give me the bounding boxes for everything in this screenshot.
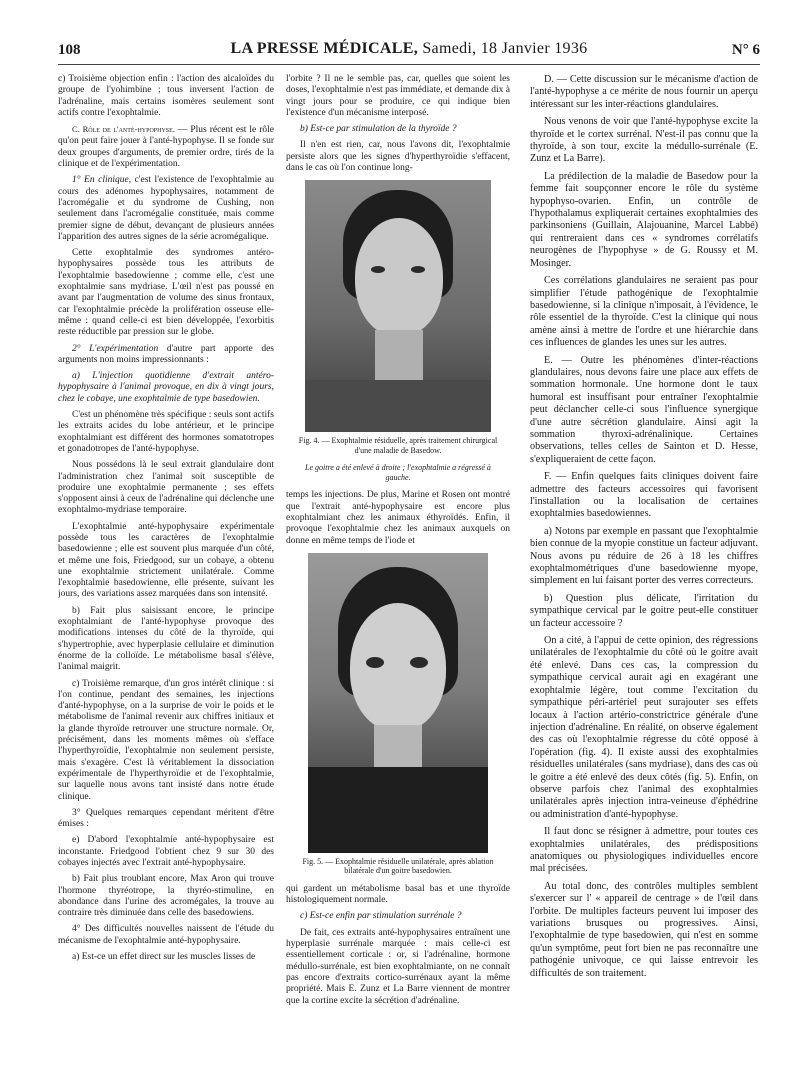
column-middle: [286, 74, 510, 1074]
paragraph: 3° Quelques remarques cependant méritent d'être émises :: [58, 807, 274, 830]
paragraph: c) Troisième remarque, d'un gros intérêt clinique : si l'on continue, pendant des semaines, les injections d'anté-hypophyse, on a la surprise de voir le poids et le métabolisme de l'animal revenir aux chiffres initiaux et la glande thyroïde retrouver une structure normale. Or, précisément, dans les moments mêmes où s'efface l'hyperthyroïdie, l'exophtalmie non seulement persiste, mais s'exagère. C'est là véritablement la dissociation expérimentale de l'hyperthyroïdie et de l'exophtalmie, sur laquelle nous avons tant insisté dans notre étude clinique.: [58, 678, 274, 802]
paragraph: Ces corrélations glandulaires ne seraient pas pour simplifier l'étude pathogénique de l'exophtalmie basedowienne, si la clinique n'imposait, à l'évidence, le rôle essentiel de la thyroïde. C'est la clinique qui nous amène ainsi à mettre de l'ordre et une hiérarchie dans ces influences de glandes les unes sur les autres.: [530, 275, 758, 349]
paragraph: b) Fait plus troublant encore, Max Aron qui trouve l'hormone thyréotrope, la thyréo-stimuline, en abondance dans l'urine des acromégales, la trouve au contraire très diminuée dans celle des basedowiens.: [58, 874, 274, 919]
paragraph-label: 1° En clinique,: [72, 175, 132, 186]
page-header: [58, 40, 760, 65]
issue-date: Samedi, 18 Janvier 1936: [422, 40, 588, 57]
figure-4: [286, 180, 510, 482]
paragraph: Nous venons de voir que l'anté-hypophyse excite la thyroïde et le cortex surrénal. N'est-il pas connu que la thyroïde, à son tour, excite la médullo-surrénale (E. Zunz et La Barre).: [530, 116, 758, 165]
paragraph: e) D'abord l'exophtalmie anté-hypophysaire est inconstante. Friedgood l'obtient chez 9 sur 30 des cobayes injectés avec l'extrait anté-hypophysaire.: [58, 835, 274, 868]
dress-shape: [308, 767, 488, 853]
paragraph: a) Est-ce un effet direct sur les muscles lisses de: [72, 952, 256, 963]
paragraph: 4° Des difficultés nouvelles naissent de l'étude du mécanisme de l'exophtalmie anté-hypophysaire.: [58, 924, 274, 946]
eye-shape: [366, 657, 384, 668]
paragraph-label: 2° L'expérimentation: [72, 343, 159, 354]
paragraph: qui gardent un métabolisme basal bas et une thyroïde histologiquement normale.: [286, 883, 510, 906]
paragraph: Au total donc, des contrôles multiples semblent s'exercer sur l' « appareil de centrage » de l'œil dans l'orbite. De multiples facteurs peuvent lui imposer des variations brusques ou progressives. Ainsi, l'exophtalmie de type basedowien, qui n'est en somme qu'un symptôme, peut fort bien ne pas reconnaître une pathogénie univoque, ce qui laisse entrevoir les difficultés de son traitement.: [530, 880, 758, 979]
paragraph: a) L'injection quotidienne d'extrait antéro-hypophysaire à l'animal provoque, en dix à vingt jours, chez le cobaye, une exophtalmie de type basedowien.: [58, 371, 274, 404]
paragraph: b) Question plus délicate, l'irritation du sympathique cervical par le goitre peut-elle constituer un facteur accessoire ?: [530, 592, 758, 629]
paragraph: Nous possédons là le seul extrait glandulaire dont l'administration chez l'animal soit susceptible de produire une exophtalmie permanente ; ses effets s'opposent ainsi à ceux de l'adrénaline qui déclenche une exophtalmo-mydriase temporaire.: [58, 460, 274, 516]
paragraph: E. — Outre les phénomènes d'inter-réactions glandulaires, nous devons faire une place aux effets de sommation hormonale. Une hormone dont le taux humoral est insuffisant pour entraîner l'exophtalmie peut déclancher celle-ci sous l'influence synergique d'une autre sécrétion glandulaire. Ainsi agit la sommation thyroxi-adrénalinique. Certaines observations, telles celles de Sainton et D. Hesse, s'expliqueraient de cette façon.: [530, 354, 758, 465]
face-shape: [355, 218, 443, 336]
figure-4-caption-note: Le goitre a été enlevé à droite ; l'exophtalmie a régressé à gauche.: [305, 463, 491, 482]
column-left: [58, 74, 274, 1074]
paragraph-text: — Plus récent est le rôle qu'on peut faire jouer à l'anté-hypophyse. Il se fonde sur deux groupes d'arguments, de premier ordre, tirés de la clinique et de l'expérimentation.: [58, 125, 274, 170]
paragraph: b) Fait plus saisissant encore, le principe exophtalmiant de l'anté-hypophyse provoque des modifications intenses du côté de la thyroïde, qui s'hypertrophie, avec hyperplasie cellulaire et diminution énorme de la colloïde. Le métabolisme basal s'élève, l'animal maigrit.: [58, 605, 274, 673]
paragraph: c) Est-ce enfin par stimulation surrénale ?: [300, 911, 462, 922]
eye-shape: [410, 657, 428, 668]
paragraph: l'orbite ? Il ne le semble pas, car, quelles que soient les doses, l'exophtalmie n'est pas immédiate, et demande dix à vingt jours pour se produire, ce qui indique bien l'existence d'un mécanisme interposé.: [286, 74, 510, 118]
journal-title-line: [58, 40, 760, 58]
paragraph: De fait, ces extraits anté-hypophysaires entraînent une hyperplasie surrénale marquée : mais celle-ci est essentiellement corticale : or, si l'adrénaline, hormone médullo-surrénale, est bien exophtalmiante, on ne connaît pas encore d'extraits cortico-surrénaux ayant la même propriété. Mais E. Zunz et La Barre viennent de montrer que la cortine excite la sécrétion d'adrénaline.: [286, 927, 510, 1006]
paragraph: temps les injections. De plus, Marine et Rosen ont montré que l'extrait anté-hypophysaire est encore plus exophtalmiant chez les animaux éthyroïdés. Enfin, il provoque l'exophtalmie chez les animaux auxquels on donne en même temps de l'iode et: [286, 490, 510, 546]
paragraph: c) Troisième objection enfin : l'action des alcaloïdes du groupe de l'yohimbine ; tous inversent l'action de l'adrénaline, mais certains isomères seulement sont actifs contre l'exophtalmie.: [58, 74, 274, 118]
paragraph: F. — Enfin quelques faits cliniques doivent faire admettre des facteurs accessoires qui favorisent l'installation ou la localisation de certaines exophtalmies basedowiennes.: [530, 471, 758, 520]
page-number: 108: [58, 42, 81, 58]
paragraph: Il faut donc se résigner à admettre, pour toutes ces exophtalmies unilatérales, des prédispositions anatomiques ou physiologiques individuelles encore mal précisées.: [530, 826, 758, 875]
paragraph-text: c'est l'existence de l'exophtalmie au cours des adénomes hypophysaires, notamment de l'acromégalie et du syndrome de Cushing, non seulement dans l'acromégalie constituée, mais comme premier signe de début, devançant de plusieurs années l'apparition des autres signes de la série acromégalique.: [58, 175, 274, 242]
paragraph: D. — Cette discussion sur le mécanisme d'action de l'anté-hypophyse a ce mérite de nous fournir un aperçu intéressant sur les inter-réactions glandulaires.: [530, 74, 758, 110]
shoulders-shape: [305, 380, 491, 432]
figure-4-caption: Fig. 4. — Exophtalmie résiduelle, après traitement chirurgical d'une maladie de Basedow.: [298, 436, 498, 455]
paragraph: L'exophtalmie anté-hypophysaire expérimentale possède tous les caractères de l'exophtalmie basedowienne ; elle est souvent plus marquée d'un côté, et même une fois, Friedgood, sur un cobaye, a obtenu une exophtalmie strictement unilatérale. Comme l'exophtalmie basedowienne, elle présente, suivant les jours, des variations assez marquées dans son intensité.: [58, 521, 274, 600]
paragraph: a) Notons par exemple en passant que l'exophtalmie bien connue de la myopie constitue un facteur adjuvant. Nous avons pu réduire de 26 à 18 les chiffres exophtalmométriques d'une basedowienne myope, simplement en lui faisant porter des verres correcteurs.: [530, 525, 758, 587]
figure-4-photo: [305, 180, 491, 432]
section-heading: C. Rôle de l'anté-hypophyse.: [72, 124, 175, 135]
paragraph: On a cité, à l'appui de cette opinion, des régressions unilatérales de l'exophtalmie du côté où le goitre avait été enlevé. Dans ces cas, la compression du sympathique cervical aurait agi en exagérant une exophtalmie légère, tout comme l'excitation du sympathique péri-artériel peut surajouter ses effets locaux à l'action artério-constrictrice générale d'une injection d'adrénaline. En réalité, on observe également des cas où l'exophtalmie régresse du côté opposé à l'opération (fig. 4). Il existe aussi des exophtalmies résiduelles unilatérales (sans mydriase), dans des cas où le goitre a été enlevé des deux côtés (fig. 5). Enfin, on observe parfois chez l'animal des exophtalmies unilatérales après injection intra-veineuse d'éphédrine ou administration d'anté-hypophyse.: [530, 635, 758, 820]
column-right: [530, 74, 758, 1074]
paragraph: La prédilection de la maladie de Basedow pour la femme fait soupçonner encore le rôle du système hypophyso-ovarien. Enfin, un contrôle de l'hypothalamus expliquerait certaines exophtalmies des parkinsoniens (Guillain, Alajouanine, Marcel Labbé) qui rentreraient dans ces « syndromes corrélatifs neurogènes de l'hypophyse » de G. Roussy et M. Mosinger.: [530, 170, 758, 269]
paragraph-text: d'autre part apporte des arguments non moins impressionnants :: [58, 343, 274, 365]
section-c: [58, 124, 274, 170]
paragraph: b) Est-ce par stimulation de la thyroïde ?: [300, 124, 457, 135]
issue-number: N° 6: [731, 42, 760, 58]
figure-5-caption: Fig. 5. — Exophtalmie résiduelle unilatérale, après ablation bilatérale d'un goitre basedowien.: [302, 856, 494, 876]
face-shape: [350, 603, 446, 731]
paragraph: C'est un phénomène très spécifique : seuls sont actifs les extraits acides du lobe antérieur, et le principe exophtalmiant est différent des hormones somatotropes et gonadotropes de l'anté-hypophyse.: [58, 410, 274, 454]
paragraph: [58, 175, 274, 243]
figure-5-photo: [308, 553, 488, 853]
paragraph: Il n'en est rien, car, nous l'avons dit, l'exophtalmie persiste alors que les signes d'hyperthyroïdie s'effacent, dans le cas où l'on continue long-: [286, 140, 510, 174]
figure-5: [286, 553, 510, 876]
paragraph: [58, 344, 274, 367]
journal-title: LA PRESSE MÉDICALE,: [230, 40, 419, 57]
paragraph: Cette exophtalmie des syndromes antéro-hypophysaires possède tous les attributs de l'exophtalmie basedowienne ; comme elle, c'est une exophtalmie sans mydriase. L'œil n'est pas poussé en avant par l'augmentation de volume des sinus frontaux, car l'exophtalmie précède la prolifération osseuse elle-même : quand celle-ci est bien développée, l'exorbitis reste réductible par pression sur le globe.: [58, 248, 274, 338]
